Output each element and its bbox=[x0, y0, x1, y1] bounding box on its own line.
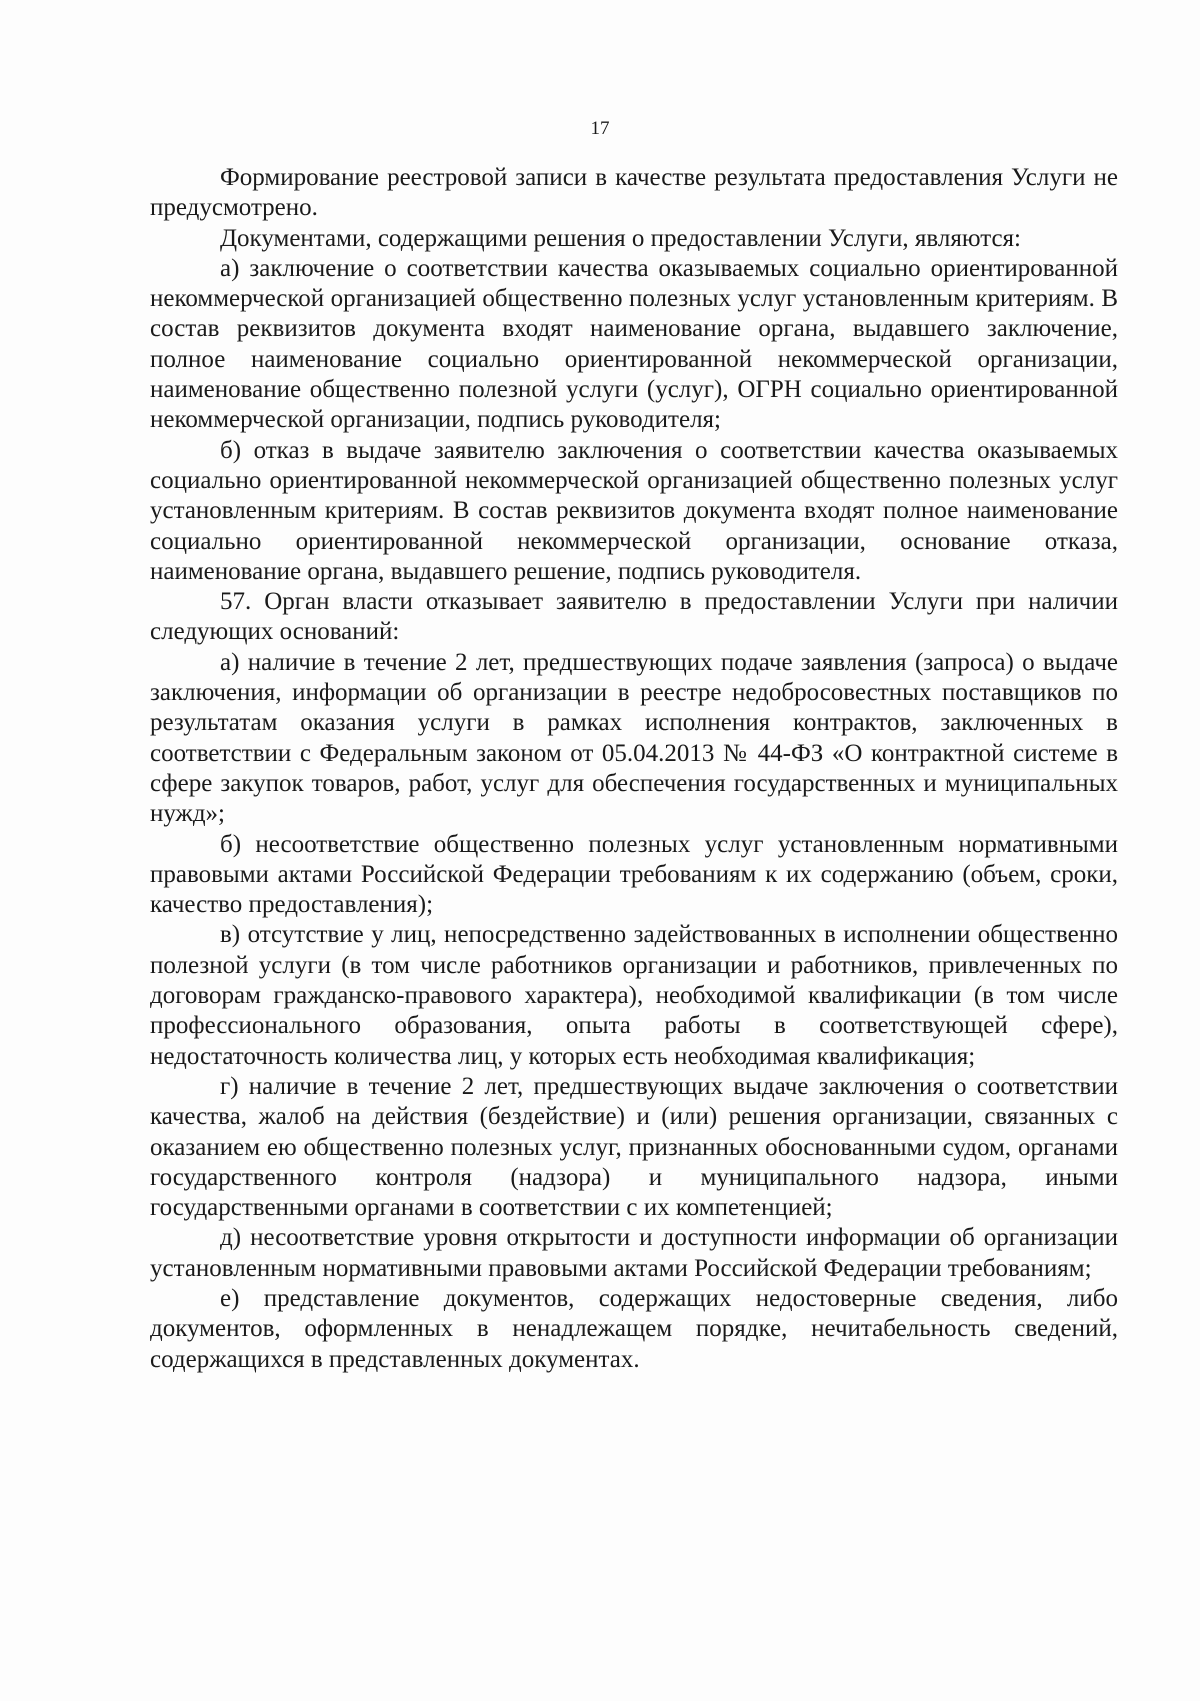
paragraph-decision-documents: Документами, содержащими решения о предоставлении Услуги, являются: bbox=[220, 224, 1021, 252]
paragraph-ground-e: е) представление документов, содержащих недостоверные сведения, либо документов, оформленных в ненадлежащем порядке, нечитабельность сведений, содержащихся в представленных документах. bbox=[150, 1284, 1118, 1373]
paragraph-ground-g: г) наличие в течение 2 лет, предшествующих выдаче заключения о соответствии качества, жалоб на действия (бездействие) и (или) решения организации, связанных с оказанием ею общественно полезных услуг, признанных обоснованными судом, органами государственного контроля (надзора) и муниципального надзора, иными государственными органами в соответствии с их компетенцией; bbox=[150, 1072, 1118, 1222]
paragraph-item-a-conclusion: а) заключение о соответствии качества оказываемых социально ориентированной некоммерческой организацией общественно полезных услуг установленным критериям. В состав реквизитов документа входят наименование органа, выдавшего заключение, полное наименование социально ориентированной некоммерческой организации, наименование общественно полезной услуги (услуг), ОГРН социально ориентированной некоммерческой организации, подпись руководителя; bbox=[150, 254, 1118, 434]
paragraph-clause-57: 57. Орган власти отказывает заявителю в предоставлении Услуги при наличии следующих оснований: bbox=[150, 588, 1118, 646]
document-body bbox=[150, 163, 1118, 1375]
paragraph-ground-d: д) несоответствие уровня открытости и доступности информации об организации установленным нормативными правовыми актами Российской Федерации требованиям; bbox=[150, 1224, 1118, 1282]
paragraph-registry-entry: Формирование реестровой записи в качестве результата предоставления Услуги не предусмотрено. bbox=[150, 164, 1118, 222]
paragraph-ground-b: б) несоответствие общественно полезных услуг установленным нормативными правовыми актами Российской Федерации требованиям к их содержанию (объем, сроки, качество предоставления); bbox=[150, 830, 1118, 919]
paragraph-ground-v: в) отсутствие у лиц, непосредственно задействованных в исполнении общественно полезной услуги (в том числе работников организации и работников, привлеченных по договорам гражданско-правового характера), необходимой квалификации (в том числе профессионального образования, опыта работы в соответствующей сфере), недостаточность количества лиц, у которых есть необходимая квалификация; bbox=[150, 921, 1118, 1070]
paragraph-item-b-refusal: б) отказ в выдаче заявителю заключения о соответствии качества оказываемых социально ориентированной некоммерческой организацией общественно полезных услуг установленным критериям. В состав реквизитов документа входят полное наименование социально ориентированной некоммерческой организации, основание отказа, наименование органа, выдавшего решение, подпись руководителя. bbox=[150, 436, 1118, 585]
paragraph-ground-a: а) наличие в течение 2 лет, предшествующих подаче заявления (запроса) о выдаче заключения, информации об организации в реестре недобросовестных поставщиков по результатам оказания услуги в рамках исполнения контрактов, заключенных в соответствии с Федеральным законом от 05.04.2013 № 44-ФЗ «О контрактной системе в сфере закупок товаров, работ, услуг для обеспечения государственных и муниципальных нужд»; bbox=[150, 648, 1118, 828]
page-number: 17 bbox=[590, 118, 610, 139]
